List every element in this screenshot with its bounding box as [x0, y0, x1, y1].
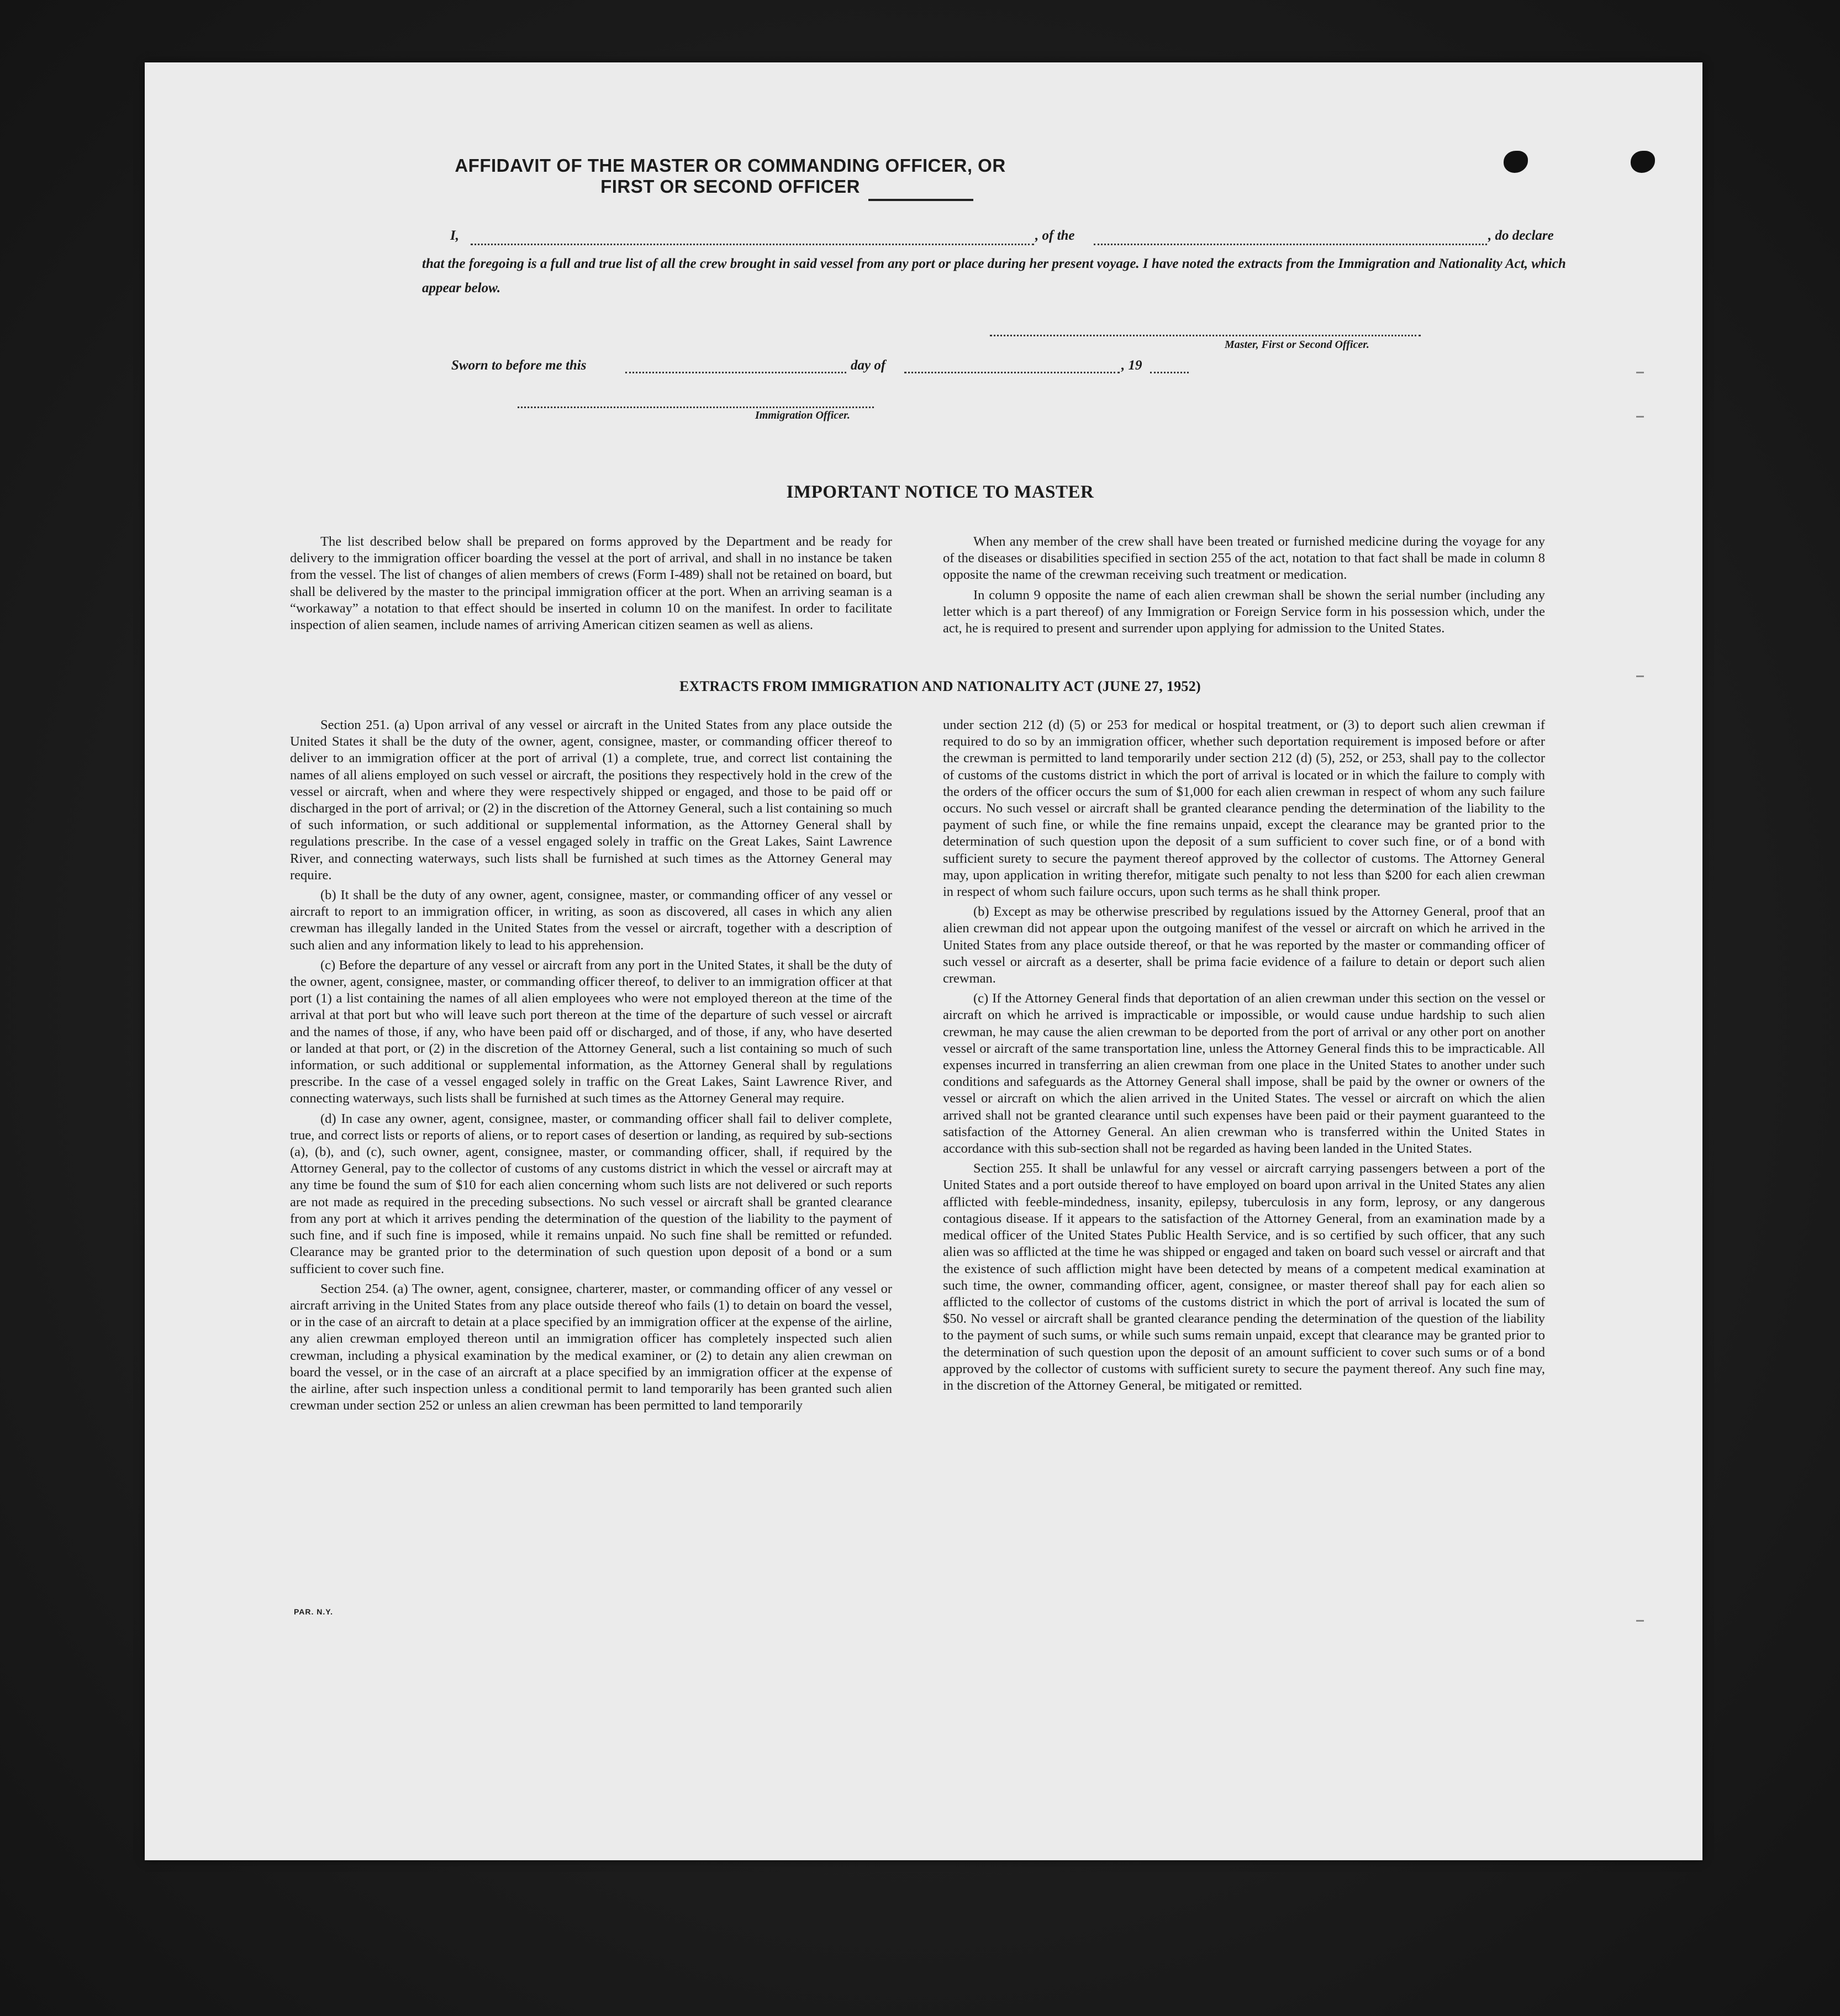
affidavit-title: AFFIDAVIT OF THE MASTER OR COMMANDING OFFICER, OR FIRST OR SECOND OFFICER [455, 155, 1006, 197]
document-page [145, 62, 1702, 1860]
bleed-through-mark [1636, 675, 1644, 677]
extracts-title: EXTRACTS FROM IMMIGRATION AND NATIONALITY ACT (JUNE 27, 1952) [679, 678, 1201, 694]
notice-left-paragraph: The list described below shall be prepared on forms approved by the Department and be ready for delivery to the immigration officer boarding the vessel at the port of arrival, and shall in no instance be taken from the vessel. The list of changes of alien members of crews (Form I-489) shall not be retained on board, but shall be delivered by the master to the principal immigration officer at the port. When an arriving seaman is a “workaway” a notation to that effect should be inserted in column 10 on the manifest. In order to facilitate inspection of alien seamen, include names of arriving American citizen seamen as well as aliens. [290, 534, 892, 633]
ink-stamp-mark [1631, 151, 1655, 173]
name-blank-line[interactable] [471, 244, 1034, 245]
notice-left-column [290, 534, 892, 637]
section-254-c: (c) If the Attorney General finds that deportation of an alien crewman under this section on the vessel or aircraft on which he arrived is impracticable or impossible, or would cause undue hardship to such alien crewman, he may cause the alien crewman to be deported from the port of arrival or any other port on another vessel or aircraft of the same transportation line, unless the Attorney General finds this to be impracticable. All expenses incurred in transferring an alien crewman from one place in the United States to another under such conditions and safeguards as the Attorney General shall impose, shall be paid by the owner or owners of the vessel or aircraft on which the alien arrived in the United States. The vessel or aircraft on which the alien arrived shall not be granted clearance until such expenses have been paid or their payment guaranteed to the satisfaction of the Attorney General. An alien crewman who is transferred within the United States in accordance with this sub-section shall not be regarded as having been landed in the United States. [943, 991, 1545, 1157]
section-254-a: Section 254. (a) The owner, agent, consignee, charterer, master, or commanding officer of any vessel or aircraft arriving in the United States from any place outside thereof who fails (1) to detain on board the vessel, or in the case of an aircraft to detain at a place specified by an immigration officer at the expense of the airline, any alien crewman employed thereon until an immigration officer has completely inspected such alien crewman, including a physical examination by the medical examiner, or (2) to detain any alien crewman on board the vessel, or in the case of an aircraft at a place specified by an immigration officer at the expense of the airline, after such inspection unless a conditional permit to land temporarily has been granted such alien crewman under section 252 or unless an alien crewman has been permitted to land temporarily [290, 1281, 892, 1413]
sworn-label: Sworn to before me this [451, 358, 587, 373]
section-251-b: (b) It shall be the duty of any owner, agent, consignee, master, or commanding officer of any vessel or aircraft to report to an immigration officer, in writing, as soon as discovered, all cases in which any alien crewman has illegally landed in the United States from the vessel or aircraft, together with a description of such alien and any information likely to lead to his apprehension. [290, 888, 892, 953]
signature-caption: Master, First or Second Officer. [1225, 339, 1369, 351]
notice-right-paragraph-2: In column 9 opposite the name of each alien crewman shall be shown the serial number (including any letter which is a part thereof) of any Immigration or Foreign Service form in his possession which, under the act, he is required to present and surrender upon applying for admission to the United States. [943, 587, 1545, 636]
sworn-year-blank[interactable] [1150, 372, 1189, 373]
section-254-a-continued: under section 212 (d) (5) or 253 for medical or hospital treatment, or (3) to deport such alien crewman if required to do so by an immigration officer, whether such deportation requirement is imposed before or after the crewman is permitted to land temporarily under section 212 (d) (5), 252, or 253, shall pay to the collector of customs of the customs district in which the port of arrival is located or in which the failure to comply with the orders of the officer occurs the sum of $1,000 for each alien crewman in respect of whom any such failure occurs. No such vessel or aircraft shall be granted clearance pending the determination of the liability to the payment of such fine, or while the fine remains unpaid, except the clearance may be granted prior to the determination of such question upon the deposit of a sum sufficient to cover such fine, or of a bond with sufficient surety to secure the payment thereof approved by the collector of customs. The Attorney General may, upon application in writing therefor, mitigate such penalty to not less than $200 for each alien crewman in respect of whom such failure occurs, upon such terms as he shall think proper. [943, 717, 1545, 900]
notice-right-column [943, 534, 1545, 640]
year-label: , 19 [1121, 358, 1142, 373]
bleed-through-mark [1636, 416, 1644, 418]
bleed-through-mark [1636, 1620, 1644, 1622]
section-254-b: (b) Except as may be otherwise prescribed by regulations issued by the Attorney General, proof that an alien crewman did not appear upon the outgoing manifest of the vessel or aircraft on which he arrived in the United States from any place outside thereof, or that he was reported by the master or commanding officer of such vessel or aircraft as a deserter, shall be prima facie evidence of a failure to detain or deport such alien crewman. [943, 904, 1545, 986]
extracts-left-column [290, 717, 892, 1417]
section-251-d: (d) In case any owner, agent, consignee, master, or commanding officer shall fail to deliver complete, true, and correct lists or reports of aliens, or to report cases of desertion or landing, as required by sub-sections (a), (b), and (c), such owner, agent, consignee, master, or commanding officer, shall, if required by the Attorney General, pay to the collector of customs of any customs district in which the vessel or aircraft may at any time be found the sum of $10 for each alien concerning whom such lists are not delivered or such reports are not made as required in the preceding subsections. No such vessel or aircraft shall be granted clearance from any port at which it arrives pending the determination of the question of the liability to the payment of such fine, and if such fine is imposed, while it remains unpaid. No such fine shall be remitted or refunded. Clearance may be granted prior to the determination of such question upon deposit of a bond or a sum sufficient to cover such fine. [290, 1111, 892, 1276]
sworn-day-blank[interactable] [625, 372, 846, 373]
section-255: Section 255. It shall be unlawful for any vessel or aircraft carrying passengers between a port of the United States and a port outside thereof to have employed on board upon arrival in the United States any alien afflicted with feeble-mindedness, insanity, epilepsy, tuberculosis in any form, leprosy, or any dangerous contagious disease. If it appears to the satisfaction of the Attorney General, from an examination made by a medical officer of the United States Public Health Service, and is so certified by such officer, that any such alien was so afflicted at the time he was shipped or engaged and taken on board such vessel or aircraft and that the existence of such affliction might have been detected by means of a competent medical examination at such time, the owner, commanding officer, agent, consignee, or master thereof shall pay for each alien so afflicted to the collector of customs of the customs district in which the port of arrival is located the sum of $50. No vessel or aircraft shall be granted clearance pending the determination of the question of the liability to the payment of such sums, or while such sums remain unpaid, except that clearance may be granted prior to the determination of such question upon the deposit of an amount sufficient to cover such sums or of a bond approved by the collector of customs with sufficient surety to secure the payment thereof. Any such fine may, in the discretion of the Attorney General, be mitigated or remitted. [943, 1161, 1545, 1393]
master-signature-line[interactable] [990, 335, 1421, 336]
affidavit-of-the-label: , of the [1035, 228, 1075, 243]
day-of-label: day of [851, 358, 886, 373]
notice-title: IMPORTANT NOTICE TO MASTER [786, 482, 1094, 502]
officer-caption: Immigration Officer. [755, 409, 850, 421]
printer-code: PAR. N.Y. [294, 1607, 333, 1616]
bleed-through-mark [1636, 372, 1644, 373]
vessel-blank-line[interactable] [1094, 244, 1487, 245]
ink-stamp-mark [1504, 151, 1528, 173]
extracts-right-column [943, 717, 1545, 1397]
declaration-text: that the foregoing is a full and true list of all the crew brought in said vessel from any port or place during her present voyage. I have noted the extracts from the Immigration and Nationality Act, which appear below. [422, 256, 1566, 295]
sworn-month-blank[interactable] [904, 372, 1120, 373]
section-251-a: Section 251. (a) Upon arrival of any vessel or aircraft in the United States from any place outside the United States it shall be the duty of the owner, agent, consignee, master, or commanding officer thereof to deliver to an immigration officer at the port of arrival (1) a complete, true, and correct list containing the names of all aliens employed on such vessel or aircraft, the positions they respectively hold in the crew of the vessel or aircraft, when and where they were respectively shipped or engaged, and those to be paid off or discharged in the port of arrival; or (2) in the discretion of the Attorney General, such a list containing so much of such information, or such additional or supplemental information, as the Attorney General shall by regulations prescribe. In the case of a vessel engaged solely in traffic on the Great Lakes, Saint Lawrence River, and connecting waterways, such lists shall be furnished at such times as the Attorney General may require. [290, 717, 892, 883]
title-divider [868, 199, 973, 201]
affidavit-do-declare-label: , do declare [1488, 228, 1554, 243]
notice-right-paragraph-1: When any member of the crew shall have been treated or furnished medicine during the voyage for any of the diseases or disabilities specified in section 255 of the act, notation to that fact shall be made in column 8 opposite the name of the crewman receiving such treatment or medication. [943, 534, 1545, 583]
affidavit-i-label: I, [450, 228, 459, 243]
section-251-c: (c) Before the departure of any vessel or aircraft from any port in the United States, it shall be the duty of the owner, agent, consignee, master, or commanding officer thereof, to deliver to an immigration officer at that port (1) a list containing the names of all alien employees who were not employed thereon at the time of the arrival at that port but who will leave such port thereon at the time of the departure of such vessel or aircraft and the names of those, if any, who have been paid off or discharged, and of those, if any, who have deserted or landed at that port, or (2) in the discretion of the Attorney General, such a list containing so much of such information, or such additional or supplemental information, as the Attorney General shall by regulations prescribe. In the case of a vessel engaged solely in traffic on the Great Lakes, Saint Lawrence River, and connecting waterways, such lists shall be furnished at such times as the Attorney General may require. [290, 957, 892, 1106]
immigration-officer-signature-line[interactable] [518, 407, 874, 408]
